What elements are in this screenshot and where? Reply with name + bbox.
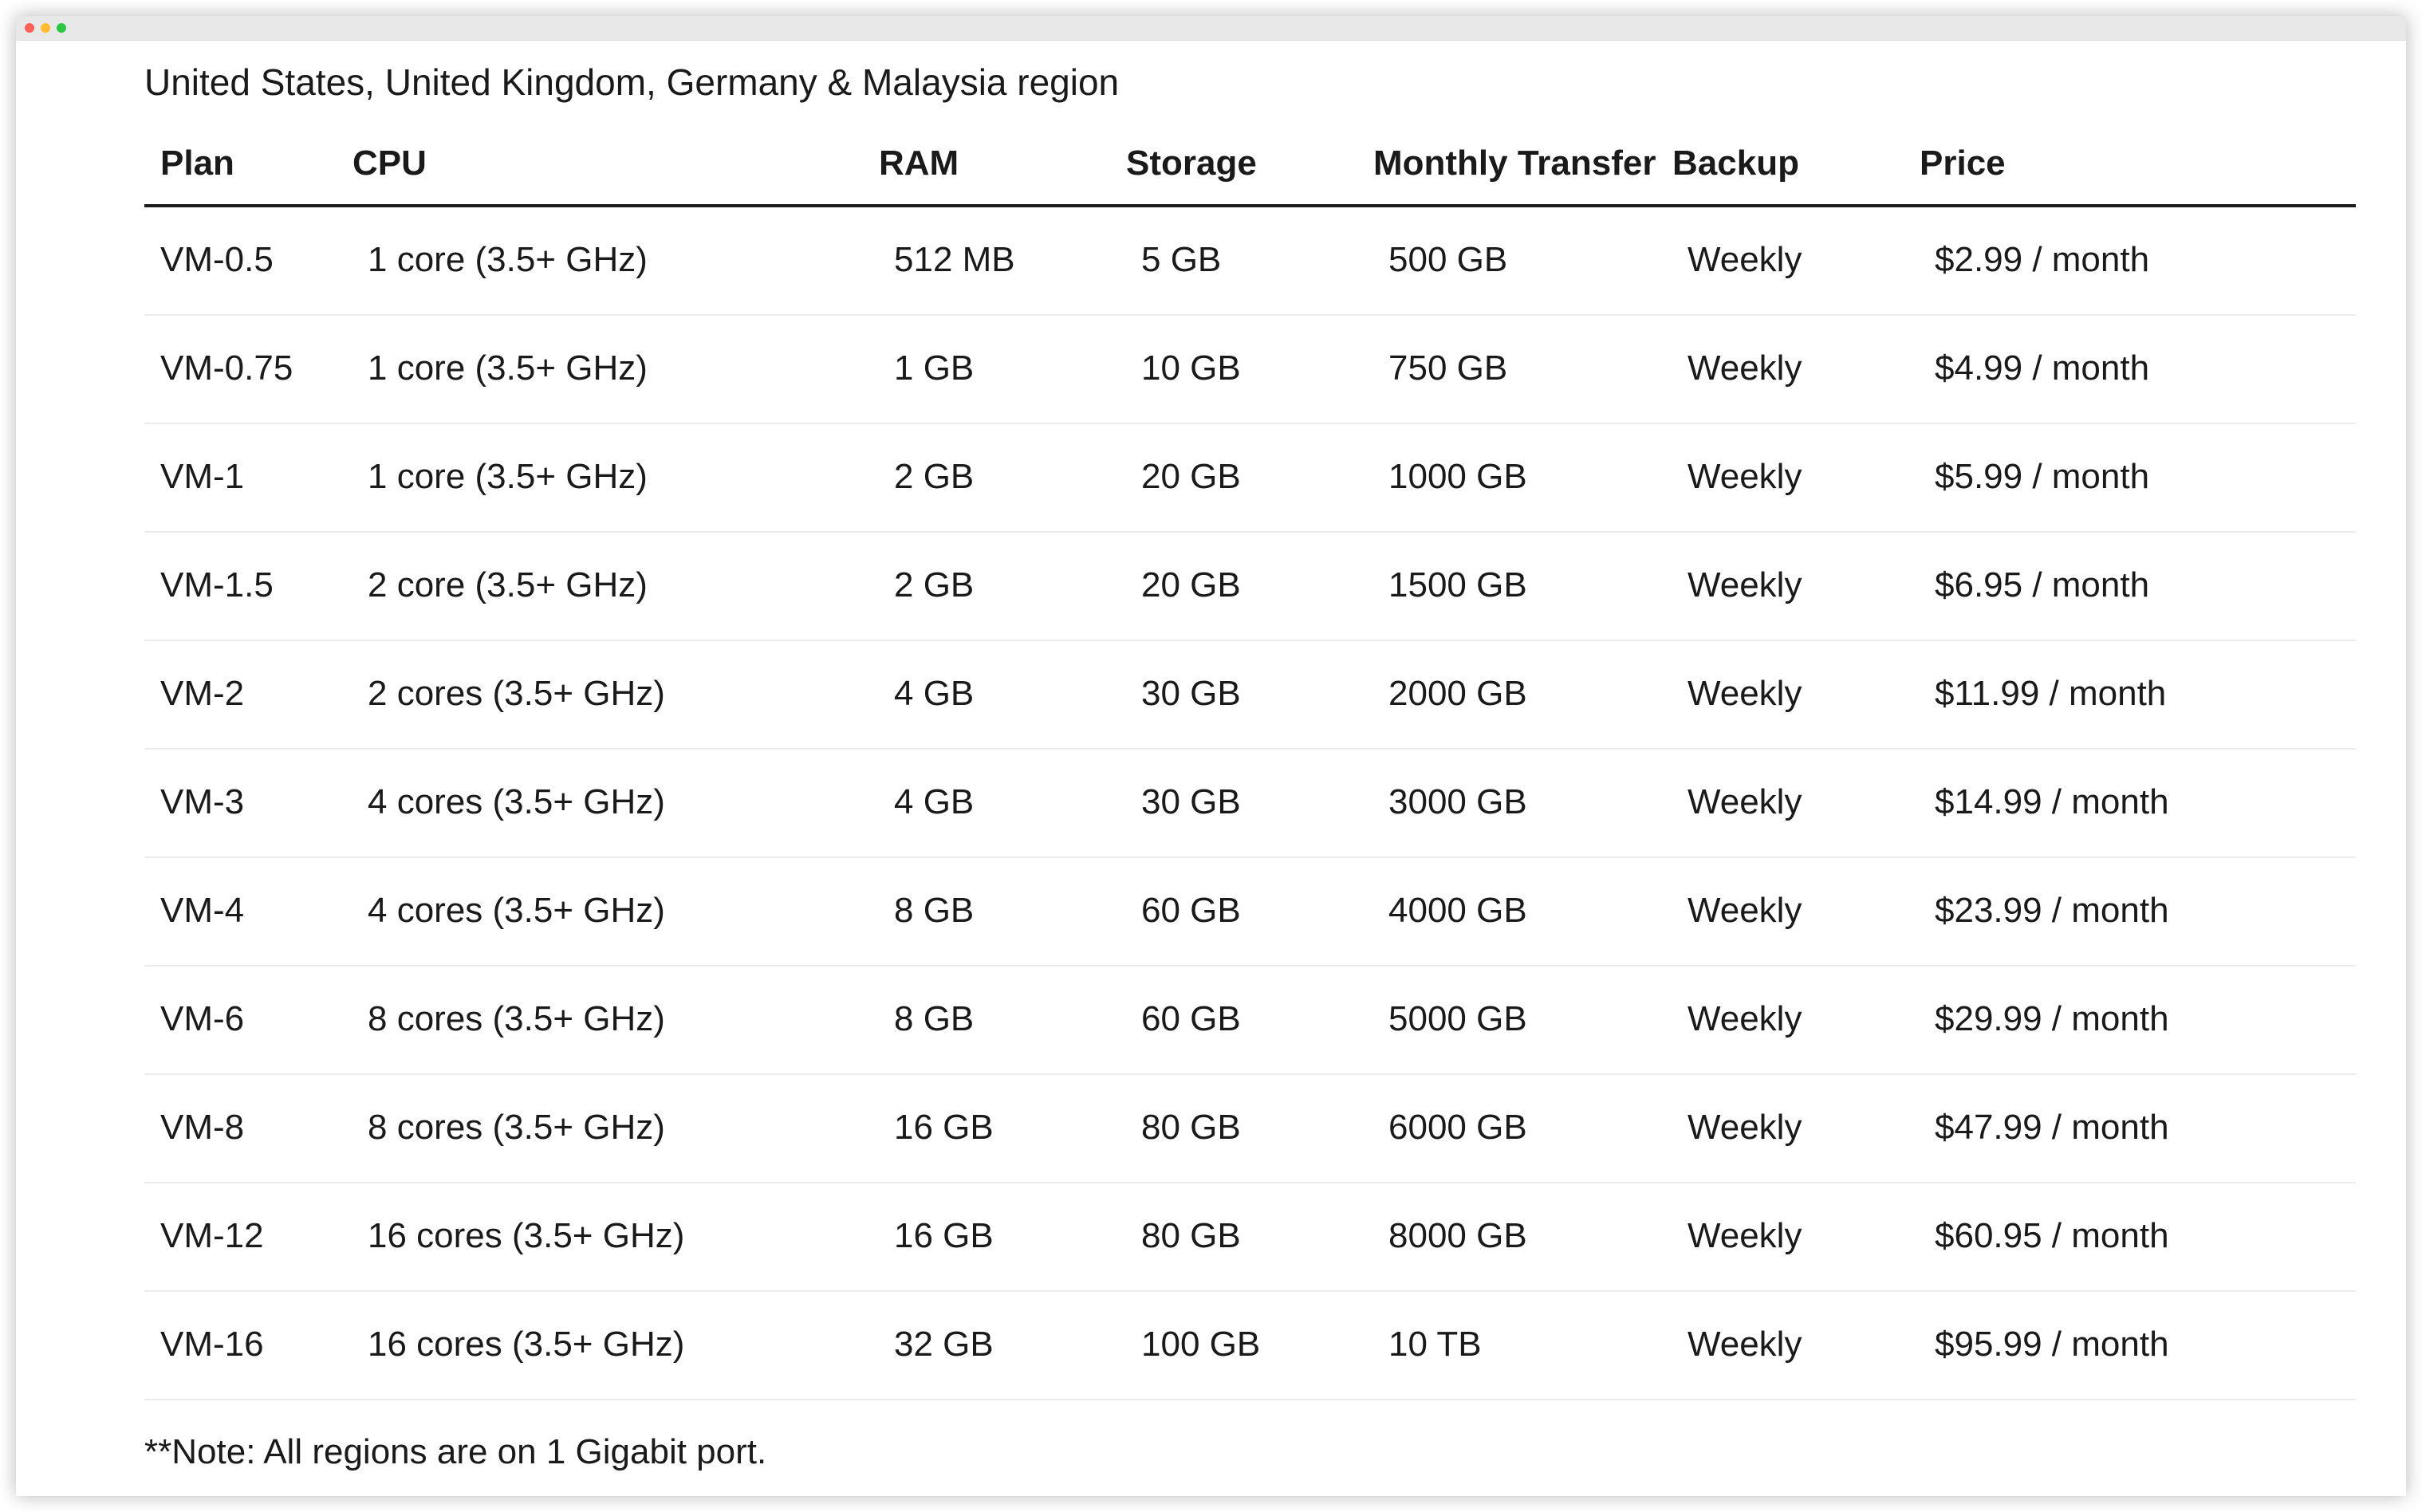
cell-cpu: 4 cores (3.5+ GHz): [368, 782, 665, 821]
cell-plan: VM-12: [160, 1216, 264, 1255]
cell-price: $2.99 / month: [1935, 240, 2150, 279]
cell-price: $23.99 / month: [1935, 891, 2169, 930]
cell-backup: Weekly: [1688, 240, 1802, 279]
cell-transfer: 750 GB: [1388, 348, 1508, 388]
cell-transfer: 2000 GB: [1388, 674, 1527, 713]
cell-backup: Weekly: [1688, 1108, 1802, 1147]
column-header-monthly-transfer: Monthly Transfer: [1373, 144, 1656, 183]
table-row: [144, 1075, 2356, 1183]
cell-cpu: 1 core (3.5+ GHz): [368, 348, 648, 388]
cell-ram: 2 GB: [894, 457, 975, 496]
cell-cpu: 2 cores (3.5+ GHz): [368, 674, 665, 713]
cell-storage: 30 GB: [1141, 782, 1241, 821]
cell-plan: VM-0.75: [160, 348, 293, 388]
cell-cpu: 8 cores (3.5+ GHz): [368, 999, 665, 1038]
cell-storage: 20 GB: [1141, 457, 1241, 496]
cell-transfer: 500 GB: [1388, 240, 1508, 279]
cell-transfer: 5000 GB: [1388, 999, 1527, 1038]
cell-transfer: 6000 GB: [1388, 1108, 1527, 1147]
cell-storage: 80 GB: [1141, 1108, 1241, 1147]
cell-price: $14.99 / month: [1935, 782, 2169, 821]
cell-ram: 32 GB: [894, 1325, 994, 1364]
cell-ram: 16 GB: [894, 1108, 994, 1147]
cell-transfer: 4000 GB: [1388, 891, 1527, 930]
cell-ram: 512 MB: [894, 240, 1015, 279]
cell-backup: Weekly: [1688, 999, 1802, 1038]
column-header-ram: RAM: [879, 144, 959, 183]
cell-storage: 30 GB: [1141, 674, 1241, 713]
cell-backup: Weekly: [1688, 891, 1802, 930]
cell-plan: VM-3: [160, 782, 245, 821]
cell-backup: Weekly: [1688, 1216, 1802, 1255]
cell-price: $47.99 / month: [1935, 1108, 2169, 1147]
cell-backup: Weekly: [1688, 782, 1802, 821]
cell-backup: Weekly: [1688, 457, 1802, 496]
cell-plan: VM-16: [160, 1325, 264, 1364]
cell-cpu: 8 cores (3.5+ GHz): [368, 1108, 665, 1147]
table-row: [144, 207, 2356, 316]
cell-price: $5.99 / month: [1935, 457, 2150, 496]
pricing-table-body: [144, 207, 2356, 1400]
cell-backup: Weekly: [1688, 348, 1802, 388]
cell-plan: VM-1: [160, 457, 245, 496]
cell-transfer: 8000 GB: [1388, 1216, 1527, 1255]
cell-plan: VM-2: [160, 674, 245, 713]
cell-ram: 2 GB: [894, 565, 975, 604]
column-header-plan: Plan: [160, 144, 234, 183]
column-header-price: Price: [1920, 144, 2006, 183]
cell-plan: VM-8: [160, 1108, 245, 1147]
table-header: [144, 120, 2356, 207]
cell-storage: 80 GB: [1141, 1216, 1241, 1255]
window-titlebar: [16, 16, 2406, 41]
cell-plan: VM-1.5: [160, 565, 274, 604]
column-header-backup: Backup: [1672, 144, 1799, 183]
cell-ram: 16 GB: [894, 1216, 994, 1255]
footnote: **Note: All regions are on 1 Gigabit port.: [144, 1432, 767, 1471]
cell-transfer: 3000 GB: [1388, 782, 1527, 821]
cell-transfer: 1500 GB: [1388, 565, 1527, 604]
cell-price: $29.99 / month: [1935, 999, 2169, 1038]
cell-ram: 4 GB: [894, 782, 975, 821]
cell-plan: VM-0.5: [160, 240, 274, 279]
cell-transfer: 10 TB: [1388, 1325, 1482, 1364]
table-row: [144, 316, 2356, 424]
cell-cpu: 4 cores (3.5+ GHz): [368, 891, 665, 930]
cell-storage: 20 GB: [1141, 565, 1241, 604]
cell-ram: 8 GB: [894, 891, 975, 930]
table-row: [144, 533, 2356, 641]
cell-plan: VM-4: [160, 891, 245, 930]
cell-plan: VM-6: [160, 999, 245, 1038]
cell-storage: 60 GB: [1141, 891, 1241, 930]
table-row: [144, 424, 2356, 533]
table-row: [144, 1183, 2356, 1292]
cell-price: $95.99 / month: [1935, 1325, 2169, 1364]
cell-storage: 5 GB: [1141, 240, 1222, 279]
region-title: United States, United Kingdom, Germany & Malaysia region: [144, 61, 1120, 103]
table-row: [144, 641, 2356, 750]
browser-window: [16, 16, 2406, 1496]
table-row: [144, 967, 2356, 1075]
table-row: [144, 750, 2356, 858]
cell-backup: Weekly: [1688, 1325, 1802, 1364]
zoom-window-icon[interactable]: [57, 23, 66, 33]
cell-price: $4.99 / month: [1935, 348, 2150, 388]
cell-transfer: 1000 GB: [1388, 457, 1527, 496]
column-header-cpu: CPU: [352, 144, 427, 183]
cell-storage: 10 GB: [1141, 348, 1241, 388]
cell-price: $11.99 / month: [1935, 674, 2167, 713]
cell-cpu: 1 core (3.5+ GHz): [368, 457, 648, 496]
table-row: [144, 858, 2356, 967]
cell-price: $6.95 / month: [1935, 565, 2150, 604]
cell-storage: 100 GB: [1141, 1325, 1261, 1364]
close-window-icon[interactable]: [25, 23, 34, 33]
cell-ram: 8 GB: [894, 999, 975, 1038]
cell-price: $60.95 / month: [1935, 1216, 2169, 1255]
minimize-window-icon[interactable]: [41, 23, 50, 33]
cell-cpu: 2 core (3.5+ GHz): [368, 565, 648, 604]
cell-backup: Weekly: [1688, 565, 1802, 604]
cell-backup: Weekly: [1688, 674, 1802, 713]
cell-cpu: 16 cores (3.5+ GHz): [368, 1325, 685, 1364]
cell-ram: 4 GB: [894, 674, 975, 713]
cell-ram: 1 GB: [894, 348, 975, 388]
cell-cpu: 1 core (3.5+ GHz): [368, 240, 648, 279]
table-row: [144, 1292, 2356, 1400]
cell-storage: 60 GB: [1141, 999, 1241, 1038]
column-header-storage: Storage: [1126, 144, 1257, 183]
cell-cpu: 16 cores (3.5+ GHz): [368, 1216, 685, 1255]
